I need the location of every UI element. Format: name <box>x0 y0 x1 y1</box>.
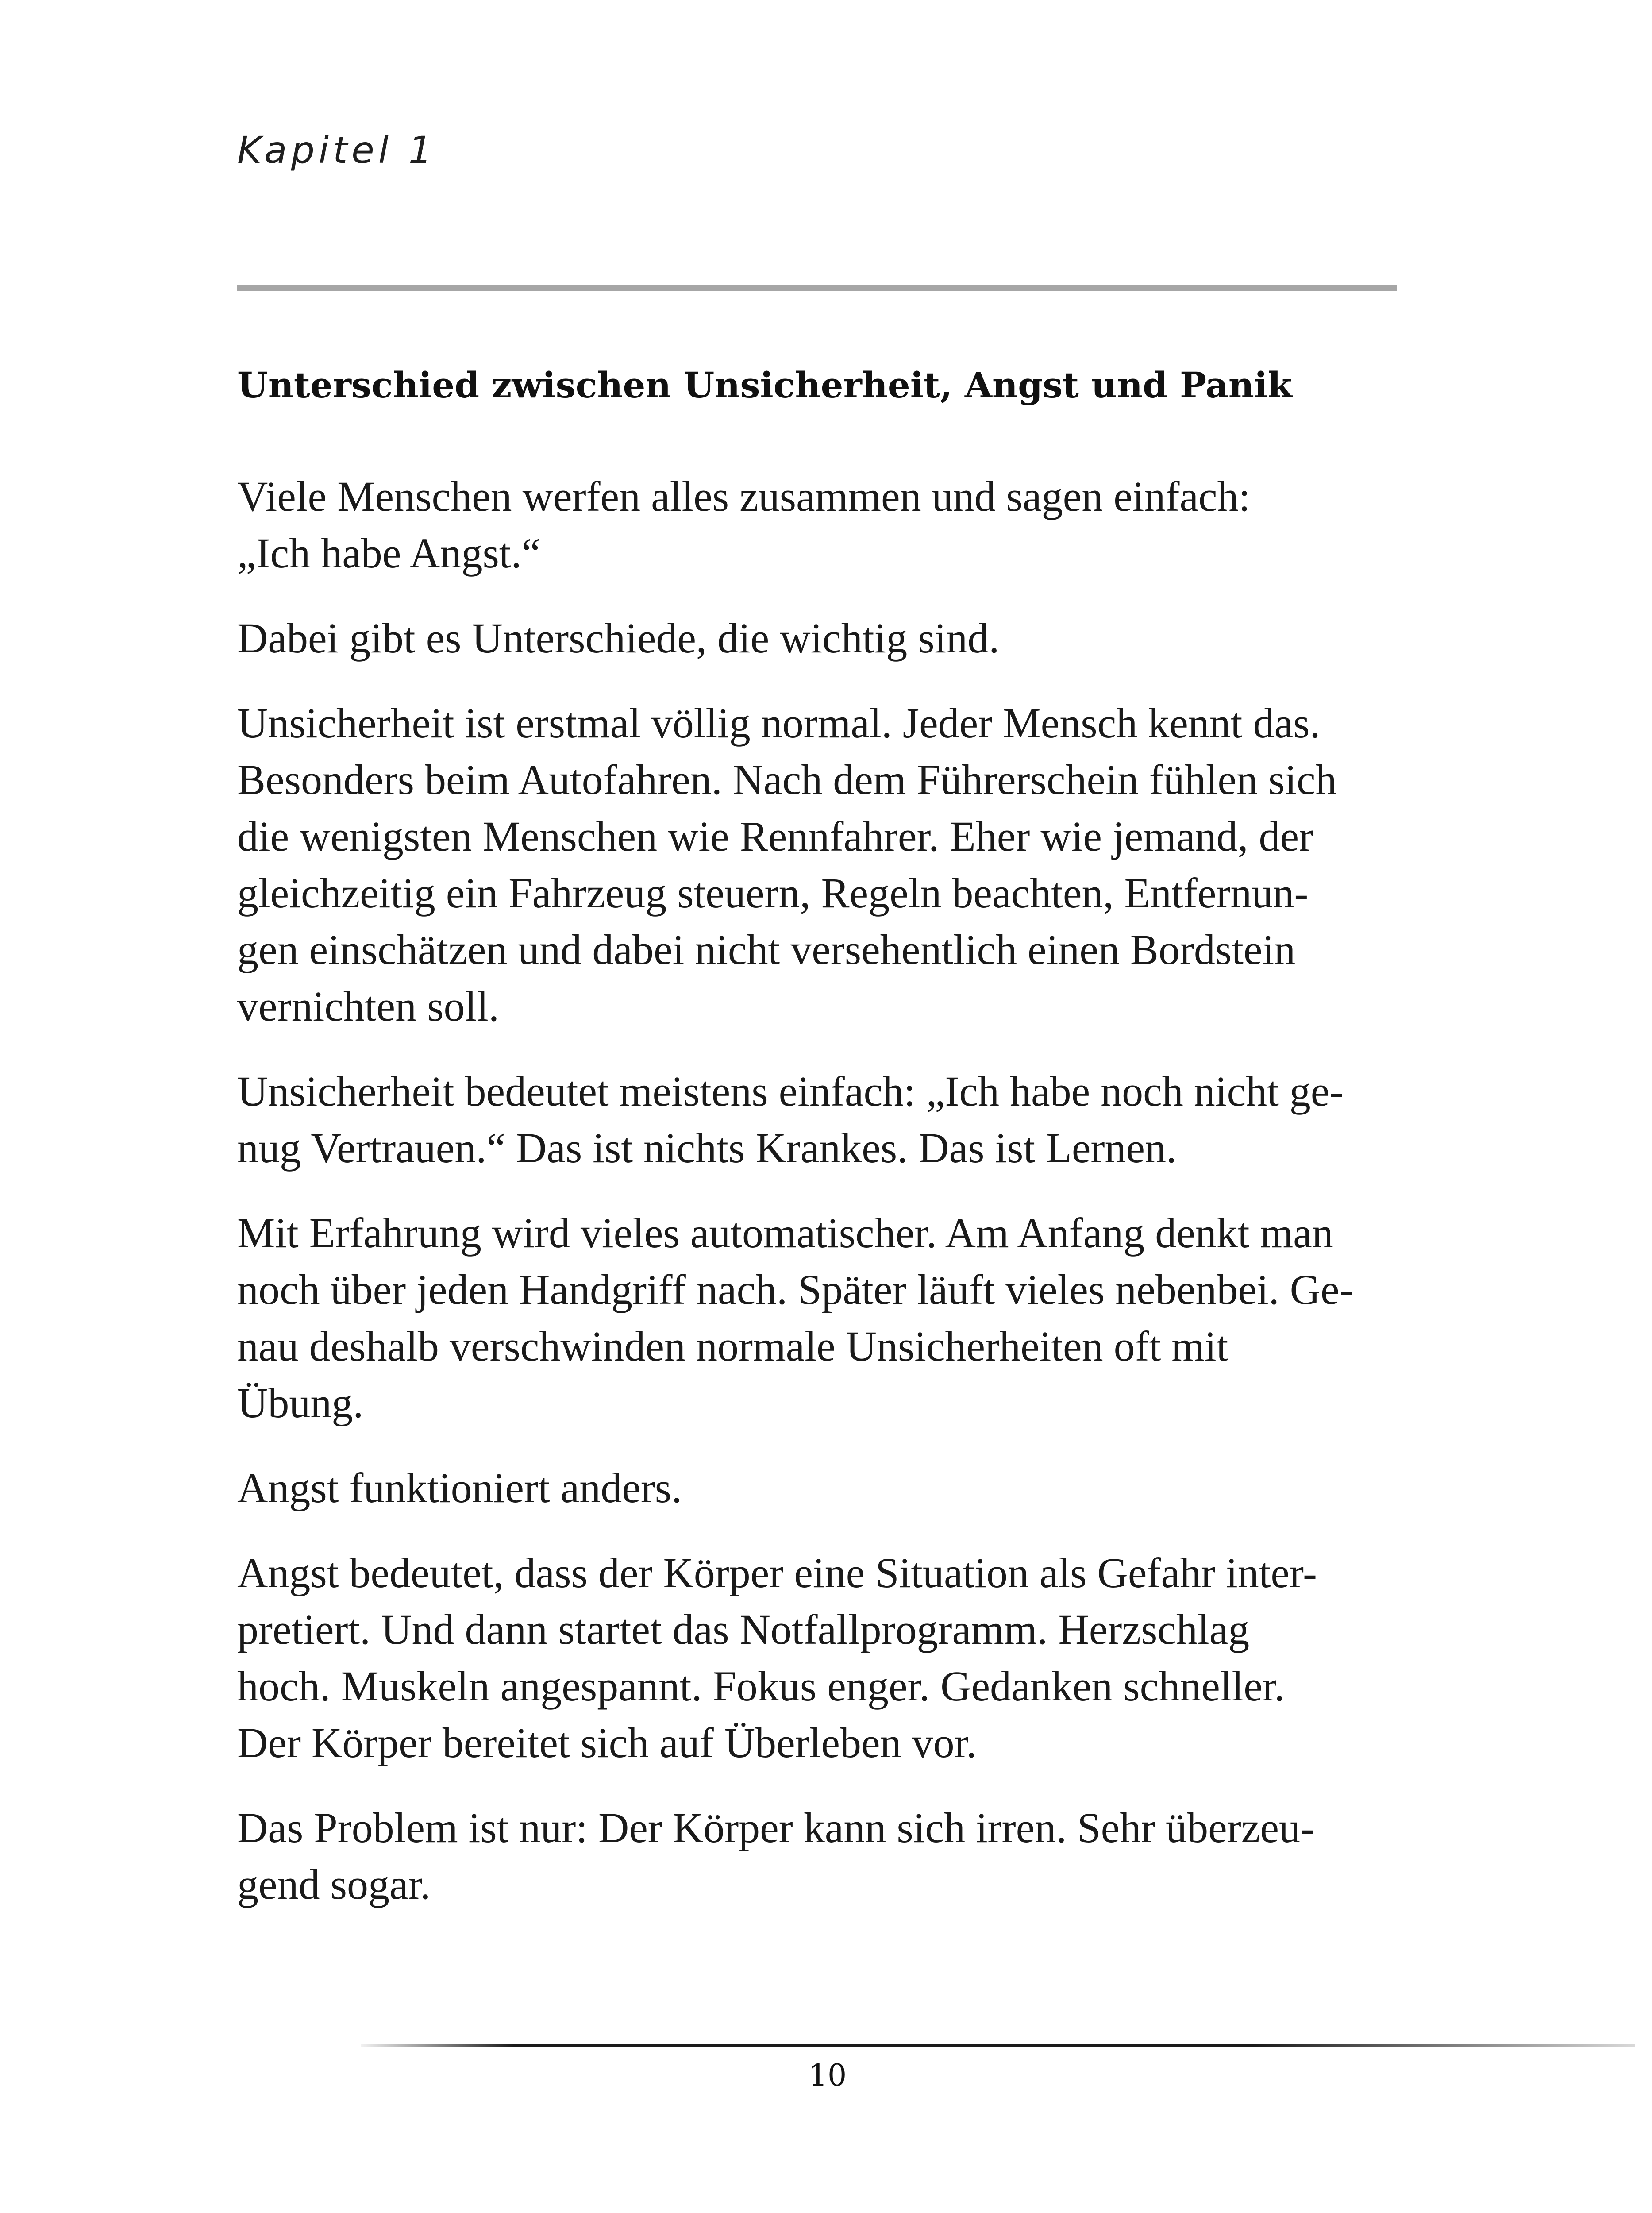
paragraph <box>237 610 1406 667</box>
text-line: gleichzeitig ein Fahrzeug steuern, Regeln beachten, Entfernun- <box>237 869 1309 917</box>
text-line: Dabei gibt es Unterschiede, die wichtig sind. <box>237 614 1000 662</box>
text-line: „Ich habe Angst.“ <box>237 529 541 577</box>
text-line: Viele Menschen werfen alles zusammen und sagen einfach: <box>237 473 1251 520</box>
text-line: gend sogar. <box>237 1861 431 1908</box>
chapter-divider <box>237 285 1397 291</box>
text-line: Übung. <box>237 1379 364 1426</box>
text-line: gen einschätzen und dabei nicht versehentlich einen Bordstein <box>237 926 1296 973</box>
text-line: Unsicherheit ist erstmal völlig normal. Jeder Mensch kennt das. <box>237 699 1321 747</box>
footer-divider <box>361 2044 1635 2047</box>
text-line: Unsicherheit bedeutet meistens einfach: „Ich habe noch nicht ge- <box>237 1068 1344 1115</box>
text-line: hoch. Muskeln angespannt. Fokus enger. Gedanken schneller. <box>237 1662 1285 1710</box>
text-line: Besonders beim Autofahren. Nach dem Führerschein fühlen sich <box>237 756 1337 803</box>
text-line: Mit Erfahrung wird vieles automatischer. Am Anfang denkt man <box>237 1209 1333 1257</box>
paragraph <box>237 1545 1406 1771</box>
text-line: nug Vertrauen.“ Das ist nichts Krankes. Das ist Lernen. <box>237 1124 1177 1172</box>
chapter-label: Kapitel 1 <box>237 128 436 172</box>
section-heading: Unterschied zwischen Unsicherheit, Angst und Panik <box>237 364 1292 406</box>
paragraph <box>237 1800 1406 1913</box>
text-line: Angst funktioniert anders. <box>237 1464 682 1511</box>
text-line: Angst bedeutet, dass der Körper eine Situation als Gefahr inter- <box>237 1549 1317 1596</box>
paragraph <box>237 1205 1406 1431</box>
text-line: nau deshalb verschwinden normale Unsicherheiten oft mit <box>237 1322 1228 1370</box>
text-line: noch über jeden Handgriff nach. Später läuft vieles nebenbei. Ge- <box>237 1266 1354 1313</box>
paragraph <box>237 1460 1406 1516</box>
text-line: die wenigsten Menschen wie Rennfahrer. Eher wie jemand, der <box>237 813 1313 860</box>
text-line: pretiert. Und dann startet das Notfallprogramm. Herzschlag <box>237 1606 1250 1653</box>
text-line: vernichten soll. <box>237 983 499 1030</box>
paragraph <box>237 695 1406 1035</box>
page-number: 10 <box>808 2058 847 2093</box>
text-line: Der Körper bereitet sich auf Überleben vor. <box>237 1719 977 1766</box>
text-line: Das Problem ist nur: Der Körper kann sich irren. Sehr überzeu- <box>237 1804 1314 1851</box>
body-text <box>237 468 1406 1941</box>
paragraph <box>237 1063 1406 1176</box>
paragraph <box>237 468 1406 582</box>
